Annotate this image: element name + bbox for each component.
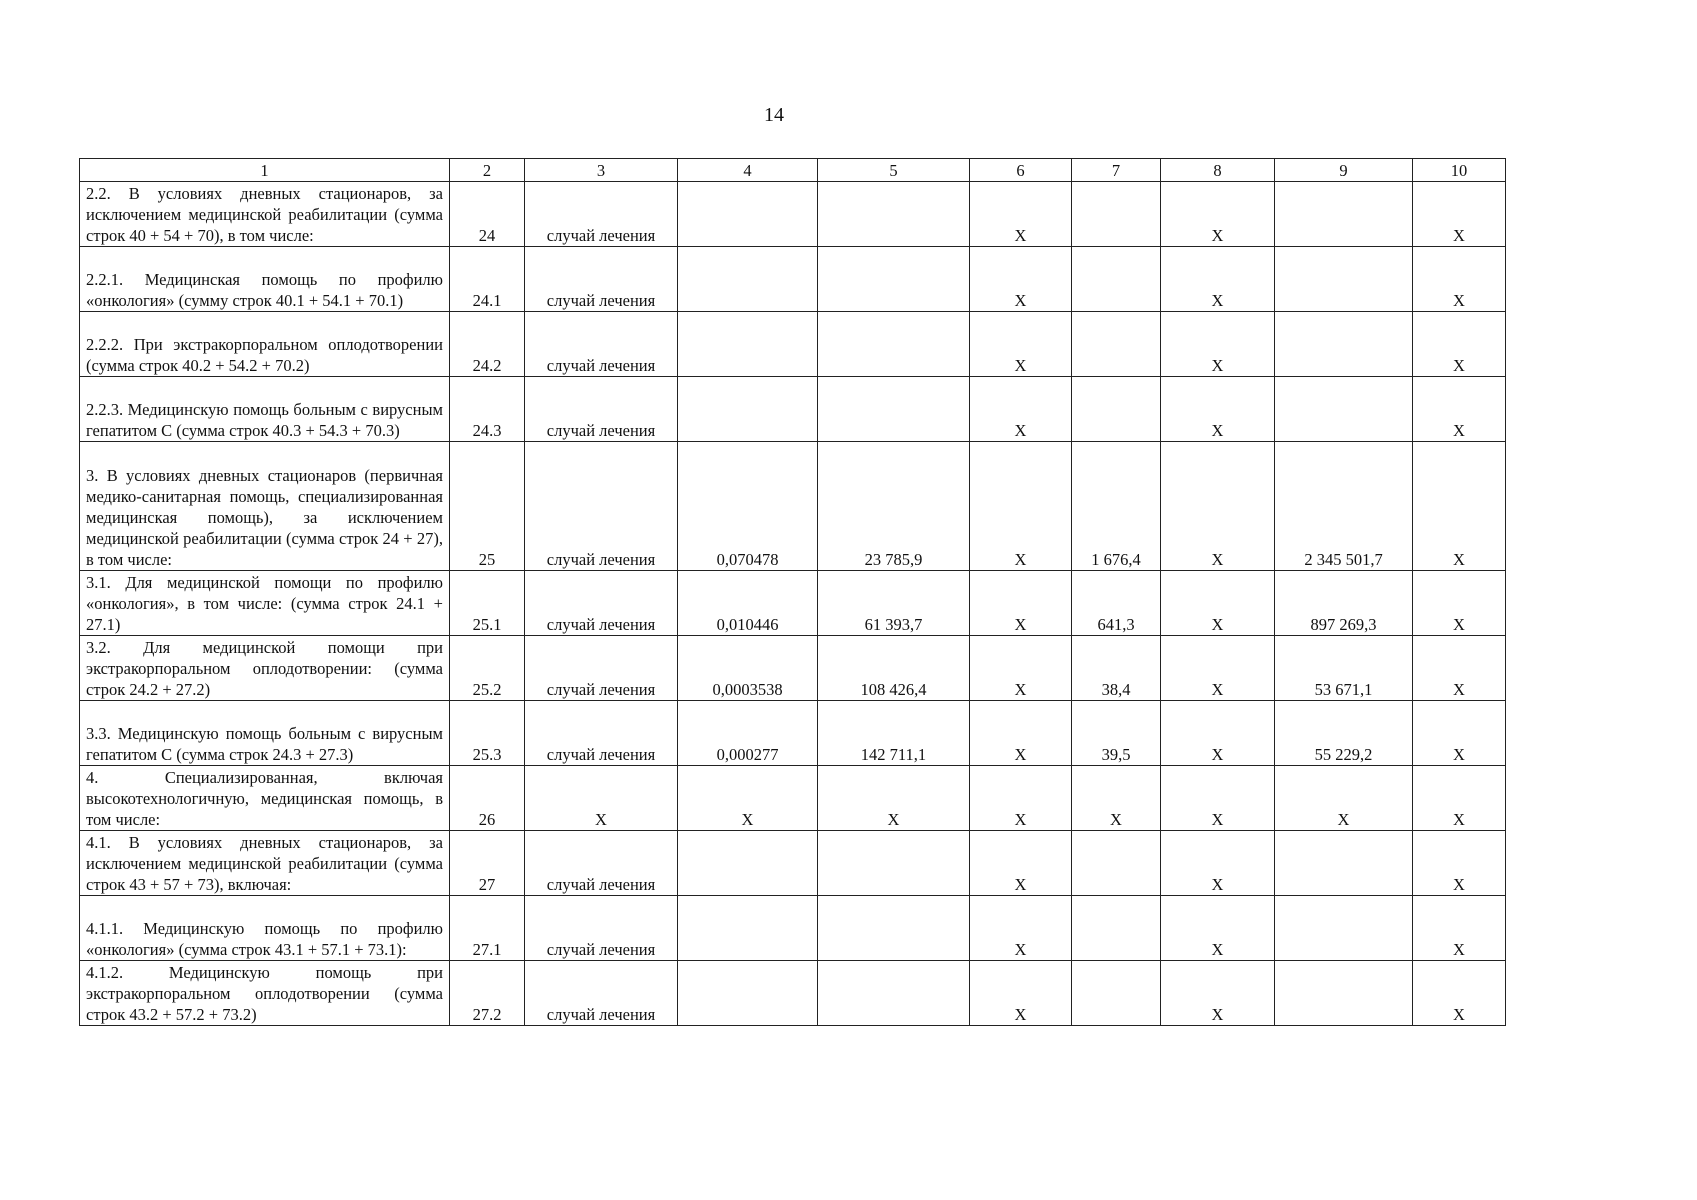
value-cell	[818, 896, 970, 961]
table-row	[80, 831, 1506, 896]
value-cell: 1 676,4	[1072, 442, 1161, 571]
value-cell: X	[970, 636, 1072, 701]
value-cell: X	[1413, 766, 1506, 831]
value-cell: X	[970, 442, 1072, 571]
column-header: 2	[450, 159, 525, 182]
value-cell: X	[1161, 636, 1275, 701]
row-code-cell: 27.2	[450, 961, 525, 1026]
value-cell: X	[678, 766, 818, 831]
value-cell: X	[1413, 636, 1506, 701]
unit-cell: случай лечения	[525, 442, 678, 571]
value-cell	[678, 831, 818, 896]
row-name-cell: 3.2. Для медицинской помощи при экстракорпоральном оплодотворении: (сумма строк 24.2 + 27.2)	[80, 636, 450, 701]
row-name-cell: 2.2.1. Медицинская помощь по профилю «онкология» (сумму строк 40.1 + 54.1 + 70.1)	[80, 247, 450, 312]
header-row	[80, 159, 1506, 182]
value-cell: X	[1161, 896, 1275, 961]
value-cell: 0,000277	[678, 701, 818, 766]
value-cell	[1072, 377, 1161, 442]
unit-cell: случай лечения	[525, 636, 678, 701]
value-cell	[818, 377, 970, 442]
table-row	[80, 571, 1506, 636]
column-header: 6	[970, 159, 1072, 182]
column-header: 10	[1413, 159, 1506, 182]
page-number: 14	[764, 104, 784, 126]
row-code-cell: 25.1	[450, 571, 525, 636]
unit-cell: случай лечения	[525, 182, 678, 247]
value-cell: X	[1161, 182, 1275, 247]
value-cell: X	[1413, 571, 1506, 636]
value-cell	[818, 247, 970, 312]
table-row	[80, 377, 1506, 442]
value-cell: X	[970, 766, 1072, 831]
value-cell: X	[1413, 377, 1506, 442]
value-cell: X	[1161, 571, 1275, 636]
value-cell	[1275, 377, 1413, 442]
value-cell: 0,0003538	[678, 636, 818, 701]
value-cell	[818, 831, 970, 896]
value-cell: X	[1161, 312, 1275, 377]
column-header: 5	[818, 159, 970, 182]
row-name-cell: 4. Специализированная, включая высокотехнологичную, медицинская помощь, в том числе:	[80, 766, 450, 831]
value-cell: X	[970, 182, 1072, 247]
row-name-cell: 2.2.3. Медицинскую помощь больным с вирусным гепатитом С (сумма строк 40.3 + 54.3 + 70.3)	[80, 377, 450, 442]
row-name-cell: 4.1.1. Медицинскую помощь по профилю «онкология» (сумма строк 43.1 + 57.1 + 73.1):	[80, 896, 450, 961]
row-code-cell: 24	[450, 182, 525, 247]
unit-cell: случай лечения	[525, 896, 678, 961]
table-row	[80, 896, 1506, 961]
table-row	[80, 312, 1506, 377]
value-cell: X	[1413, 961, 1506, 1026]
value-cell: X	[1413, 182, 1506, 247]
value-cell	[678, 182, 818, 247]
row-code-cell: 25.2	[450, 636, 525, 701]
table-row	[80, 182, 1506, 247]
row-code-cell: 24.1	[450, 247, 525, 312]
unit-cell: случай лечения	[525, 571, 678, 636]
value-cell: 38,4	[1072, 636, 1161, 701]
row-name-cell: 2.2.2. При экстракорпоральном оплодотворении (сумма строк 40.2 + 54.2 + 70.2)	[80, 312, 450, 377]
value-cell	[678, 247, 818, 312]
value-cell: X	[1161, 247, 1275, 312]
value-cell: X	[970, 247, 1072, 312]
value-cell	[678, 377, 818, 442]
value-cell	[678, 896, 818, 961]
value-cell: X	[970, 377, 1072, 442]
unit-cell: случай лечения	[525, 701, 678, 766]
unit-cell: случай лечения	[525, 961, 678, 1026]
value-cell: X	[970, 896, 1072, 961]
value-cell: X	[1413, 831, 1506, 896]
value-cell	[1072, 247, 1161, 312]
unit-cell: случай лечения	[525, 312, 678, 377]
value-cell: X	[1161, 766, 1275, 831]
row-name-cell: 2.2. В условиях дневных стационаров, за исключением медицинской реабилитации (сумма строк 40 + 54 + 70), в том числе:	[80, 182, 450, 247]
value-cell: X	[1413, 442, 1506, 571]
value-cell: 108 426,4	[818, 636, 970, 701]
column-header: 8	[1161, 159, 1275, 182]
row-code-cell: 24.2	[450, 312, 525, 377]
value-cell: 55 229,2	[1275, 701, 1413, 766]
value-cell: 23 785,9	[818, 442, 970, 571]
value-cell: 0,070478	[678, 442, 818, 571]
value-cell: X	[970, 961, 1072, 1026]
value-cell: X	[970, 571, 1072, 636]
unit-cell: случай лечения	[525, 831, 678, 896]
table-body	[80, 159, 1506, 1026]
row-name-cell: 3.1. Для медицинской помощи по профилю «онкология», в том числе: (сумма строк 24.1 + 27.1)	[80, 571, 450, 636]
value-cell: X	[1413, 896, 1506, 961]
data-table	[79, 158, 1506, 1026]
value-cell	[1072, 961, 1161, 1026]
value-cell	[1072, 312, 1161, 377]
value-cell: X	[970, 312, 1072, 377]
column-header: 7	[1072, 159, 1161, 182]
row-code-cell: 25.3	[450, 701, 525, 766]
value-cell: X	[970, 701, 1072, 766]
table-row	[80, 961, 1506, 1026]
table-row	[80, 247, 1506, 312]
value-cell: 39,5	[1072, 701, 1161, 766]
value-cell: 2 345 501,7	[1275, 442, 1413, 571]
value-cell: X	[1413, 247, 1506, 312]
row-code-cell: 27	[450, 831, 525, 896]
row-code-cell: 25	[450, 442, 525, 571]
row-code-cell: 24.3	[450, 377, 525, 442]
column-header: 4	[678, 159, 818, 182]
value-cell	[1072, 831, 1161, 896]
row-name-cell: 3. В условиях дневных стационаров (первичная медико-санитарная помощь, специализированная медицинская помощь), за исключением медицинской реабилитации (сумма строк 24 + 27), в том числе:	[80, 442, 450, 571]
value-cell	[1072, 896, 1161, 961]
value-cell	[1275, 247, 1413, 312]
value-cell	[1275, 831, 1413, 896]
unit-cell: случай лечения	[525, 247, 678, 312]
row-name-cell: 4.1.2. Медицинскую помощь при экстракорпоральном оплодотворении (сумма строк 43.2 + 57.2 + 73.2)	[80, 961, 450, 1026]
value-cell: X	[818, 766, 970, 831]
value-cell	[818, 182, 970, 247]
value-cell	[1275, 182, 1413, 247]
value-cell: 897 269,3	[1275, 571, 1413, 636]
table-row	[80, 636, 1506, 701]
value-cell: X	[1161, 377, 1275, 442]
value-cell	[1072, 182, 1161, 247]
value-cell: X	[1275, 766, 1413, 831]
value-cell: 142 711,1	[818, 701, 970, 766]
value-cell: 0,010446	[678, 571, 818, 636]
value-cell	[818, 312, 970, 377]
value-cell: X	[1413, 701, 1506, 766]
value-cell: X	[1413, 312, 1506, 377]
value-cell: 61 393,7	[818, 571, 970, 636]
value-cell	[678, 312, 818, 377]
value-cell: X	[1161, 961, 1275, 1026]
value-cell: X	[1072, 766, 1161, 831]
value-cell	[1275, 312, 1413, 377]
value-cell: X	[1161, 442, 1275, 571]
unit-cell: X	[525, 766, 678, 831]
value-cell: X	[970, 831, 1072, 896]
value-cell	[1275, 896, 1413, 961]
unit-cell: случай лечения	[525, 377, 678, 442]
row-code-cell: 26	[450, 766, 525, 831]
row-name-cell: 3.3. Медицинскую помощь больным с вирусным гепатитом С (сумма строк 24.3 + 27.3)	[80, 701, 450, 766]
table-row	[80, 766, 1506, 831]
row-code-cell: 27.1	[450, 896, 525, 961]
table-row	[80, 442, 1506, 571]
column-header: 1	[80, 159, 450, 182]
column-header: 9	[1275, 159, 1413, 182]
value-cell: X	[1161, 701, 1275, 766]
value-cell	[1275, 961, 1413, 1026]
table-row	[80, 701, 1506, 766]
value-cell	[678, 961, 818, 1026]
value-cell	[818, 961, 970, 1026]
value-cell: 641,3	[1072, 571, 1161, 636]
value-cell: X	[1161, 831, 1275, 896]
value-cell: 53 671,1	[1275, 636, 1413, 701]
row-name-cell: 4.1. В условиях дневных стационаров, за исключением медицинской реабилитации (сумма строк 43 + 57 + 73), включая:	[80, 831, 450, 896]
column-header: 3	[525, 159, 678, 182]
